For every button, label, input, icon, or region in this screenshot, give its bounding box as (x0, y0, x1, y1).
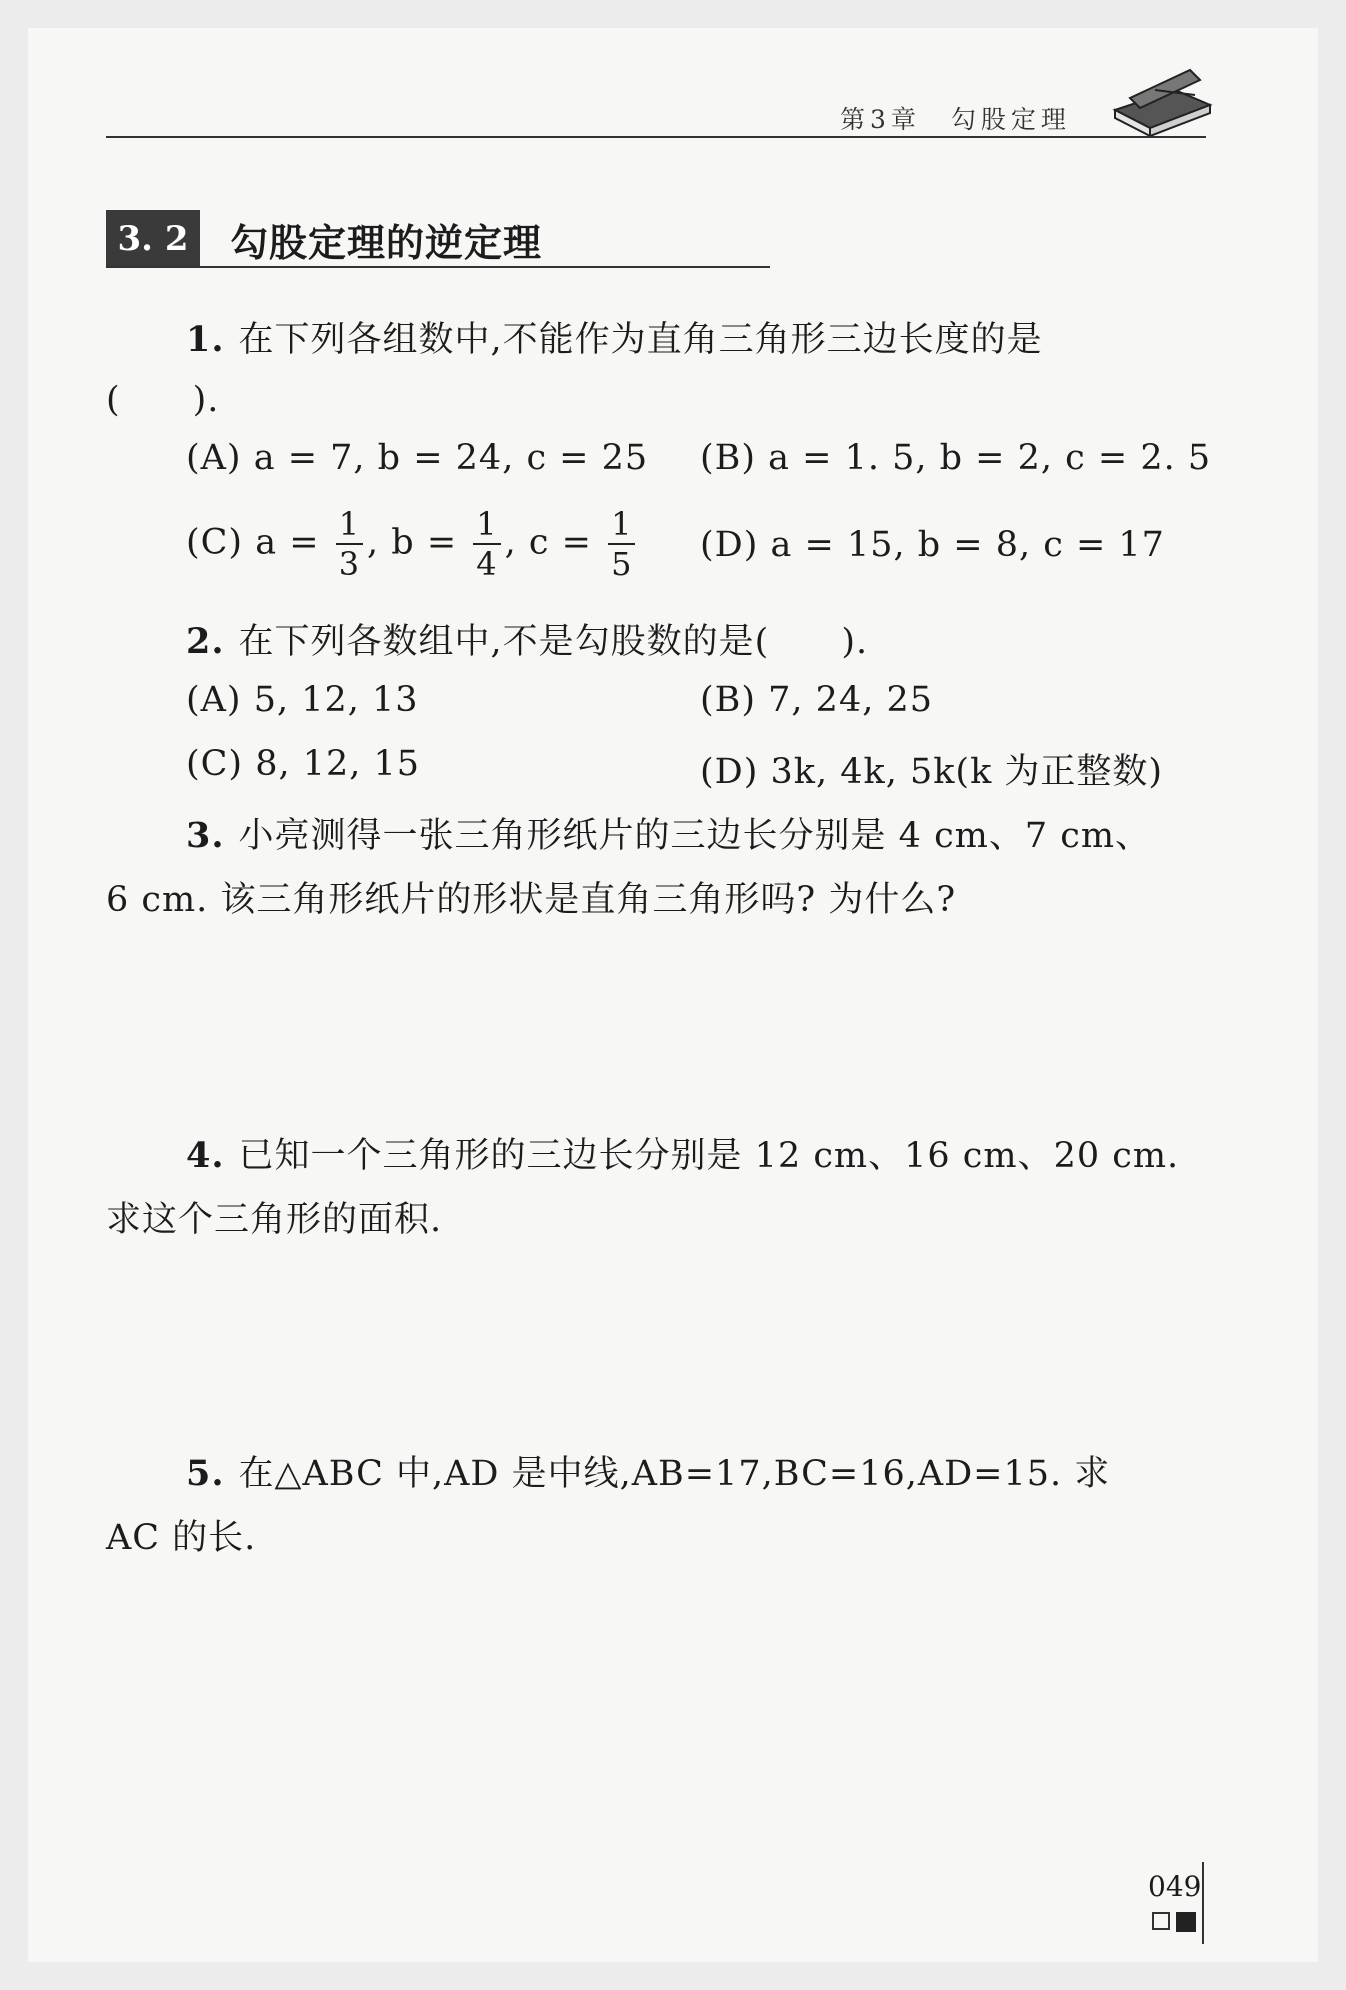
fraction: $\frac{1}{4}$ (473, 508, 500, 580)
fraction: $\frac{1}{5}$ (608, 508, 635, 580)
question-text: 在下列各组数中,不能作为直角三角形三边长度的是 (238, 320, 1043, 360)
option-a: (A) a = 7, b = 24, c = 25 (186, 438, 649, 478)
question-5 (186, 1446, 1110, 1496)
section-title: 勾股定理的逆定理 (230, 220, 543, 265)
question-2 (186, 614, 868, 664)
fraction: $\frac{1}{3}$ (336, 508, 363, 580)
question-1 (186, 312, 1043, 362)
question-number: 5. (186, 1453, 225, 1494)
question-text: 在下列各数组中,不是勾股数的是( ). (238, 622, 869, 662)
option-b: (B) 7, 24, 25 (700, 680, 933, 720)
question-3 (186, 808, 1151, 858)
book-icon (1105, 50, 1215, 140)
page-number-rule (1202, 1862, 1204, 1944)
option-c: (C) a = $\frac{1}{3}$ , b = $\frac{1}{4}$ , c = $\frac{1}{5}$ (186, 508, 639, 580)
question-number: 3. (186, 815, 225, 856)
option-c: (C) 8, 12, 15 (186, 744, 421, 784)
question-text: 小亮测得一张三角形纸片的三边长分别是 4 cm、7 cm、 (238, 816, 1152, 856)
option-b: (B) a = 1. 5, b = 2, c = 2. 5 (700, 438, 1212, 478)
chapter-header: 第3章 勾股定理 (840, 105, 1071, 134)
question-number: 1. (186, 319, 225, 360)
question-text: 在△ABC 中,AD 是中线,AB=17,BC=16,AD=15. 求 (238, 1454, 1111, 1494)
question-text: 已知一个三角形的三边长分别是 12 cm、16 cm、20 cm. (238, 1136, 1180, 1176)
option-d: (D) 3k, 4k, 5k(k 为正整数) (700, 752, 1164, 792)
question-4 (186, 1128, 1179, 1178)
hollow-square-icon (1152, 1912, 1170, 1930)
question-number: 2. (186, 621, 225, 662)
section-number: 3. 2 (106, 210, 200, 268)
answer-blank: ( ). (106, 380, 220, 420)
question-text-continued: 6 cm. 该三角形纸片的形状是直角三角形吗? 为什么? (106, 880, 957, 920)
filled-square-icon (1176, 1912, 1196, 1932)
question-text-continued: 求这个三角形的面积. (106, 1200, 443, 1240)
option-a: (A) 5, 12, 13 (186, 680, 419, 720)
question-text-continued: AC 的长. (106, 1518, 257, 1558)
section-rule (106, 266, 770, 268)
option-d: (D) a = 15, b = 8, c = 17 (700, 525, 1165, 565)
question-number: 4. (186, 1135, 225, 1176)
header-rule (106, 136, 1206, 138)
page-number: 049 (1148, 1870, 1202, 1903)
